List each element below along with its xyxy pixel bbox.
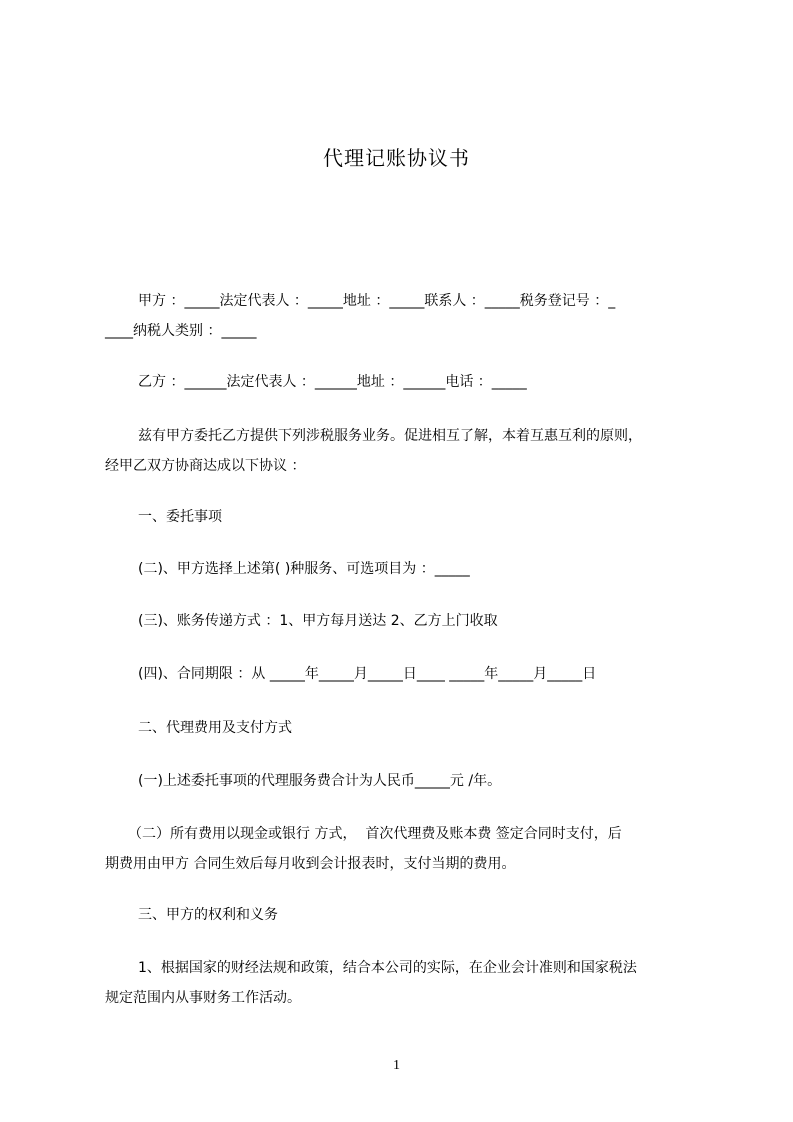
section-1-item-2: (二)、甲方选择上述第( )种服务、可选项目为 ：_____ xyxy=(138,561,470,577)
section-3-item-1-line-1: 1、根据国家的财经法规和政策，结合本公司的实际，在企业会计准则和国家税法 xyxy=(138,960,637,976)
section-2-item-2-line-2: 期费用由甲方 合同生效后每月收到会计报表时，支付当期的费用。 xyxy=(105,856,516,872)
preamble-line-2: 经甲乙双方协商达成以下协议 ： xyxy=(105,458,306,474)
section-2-heading: 二、代理费用及支付方式 xyxy=(138,720,292,736)
preamble-line-1: 兹有甲方委托乙方提供下列涉税服务业务。促进相互了解，本着互惠互利的原则， xyxy=(138,428,642,444)
section-1-item-3: (三)、账务传递方式 ：1、甲方每月送达 2、乙方上门收取 xyxy=(138,613,498,629)
section-1-item-4: (四)、合同期限 ：从 _____年_____月_____日____ _____年_____月_____日 xyxy=(138,666,597,682)
document-title: 代理记账协议书 xyxy=(323,146,470,170)
section-3-heading: 三、甲方的权利和义务 xyxy=(138,907,278,923)
party-b-line-1: 乙方 ：______法定代表人 ：______地址 ：______电话 ：_____ xyxy=(138,374,527,390)
page-number: 1 xyxy=(393,1058,400,1073)
party-a-line-2: ____纳税人类别 ：_____ xyxy=(105,323,257,339)
section-2-item-2-line-1: （二）所有费用以现金或银行 方式， 首次代理费及账本费 签定合同时支付，后 xyxy=(128,826,622,842)
party-a-line-1: 甲方 ：_____法定代表人 ：_____地址 ：_____联系人 ：_____税务登记号 ：_ xyxy=(138,293,616,309)
section-3-item-1-line-2: 规定范围内从事财务工作活动。 xyxy=(105,990,301,1006)
section-1-heading: 一、委托事项 xyxy=(138,509,222,525)
section-2-item-1: (一)上述委托事项的代理服务费合计为人民币_____元 /年。 xyxy=(138,773,502,789)
